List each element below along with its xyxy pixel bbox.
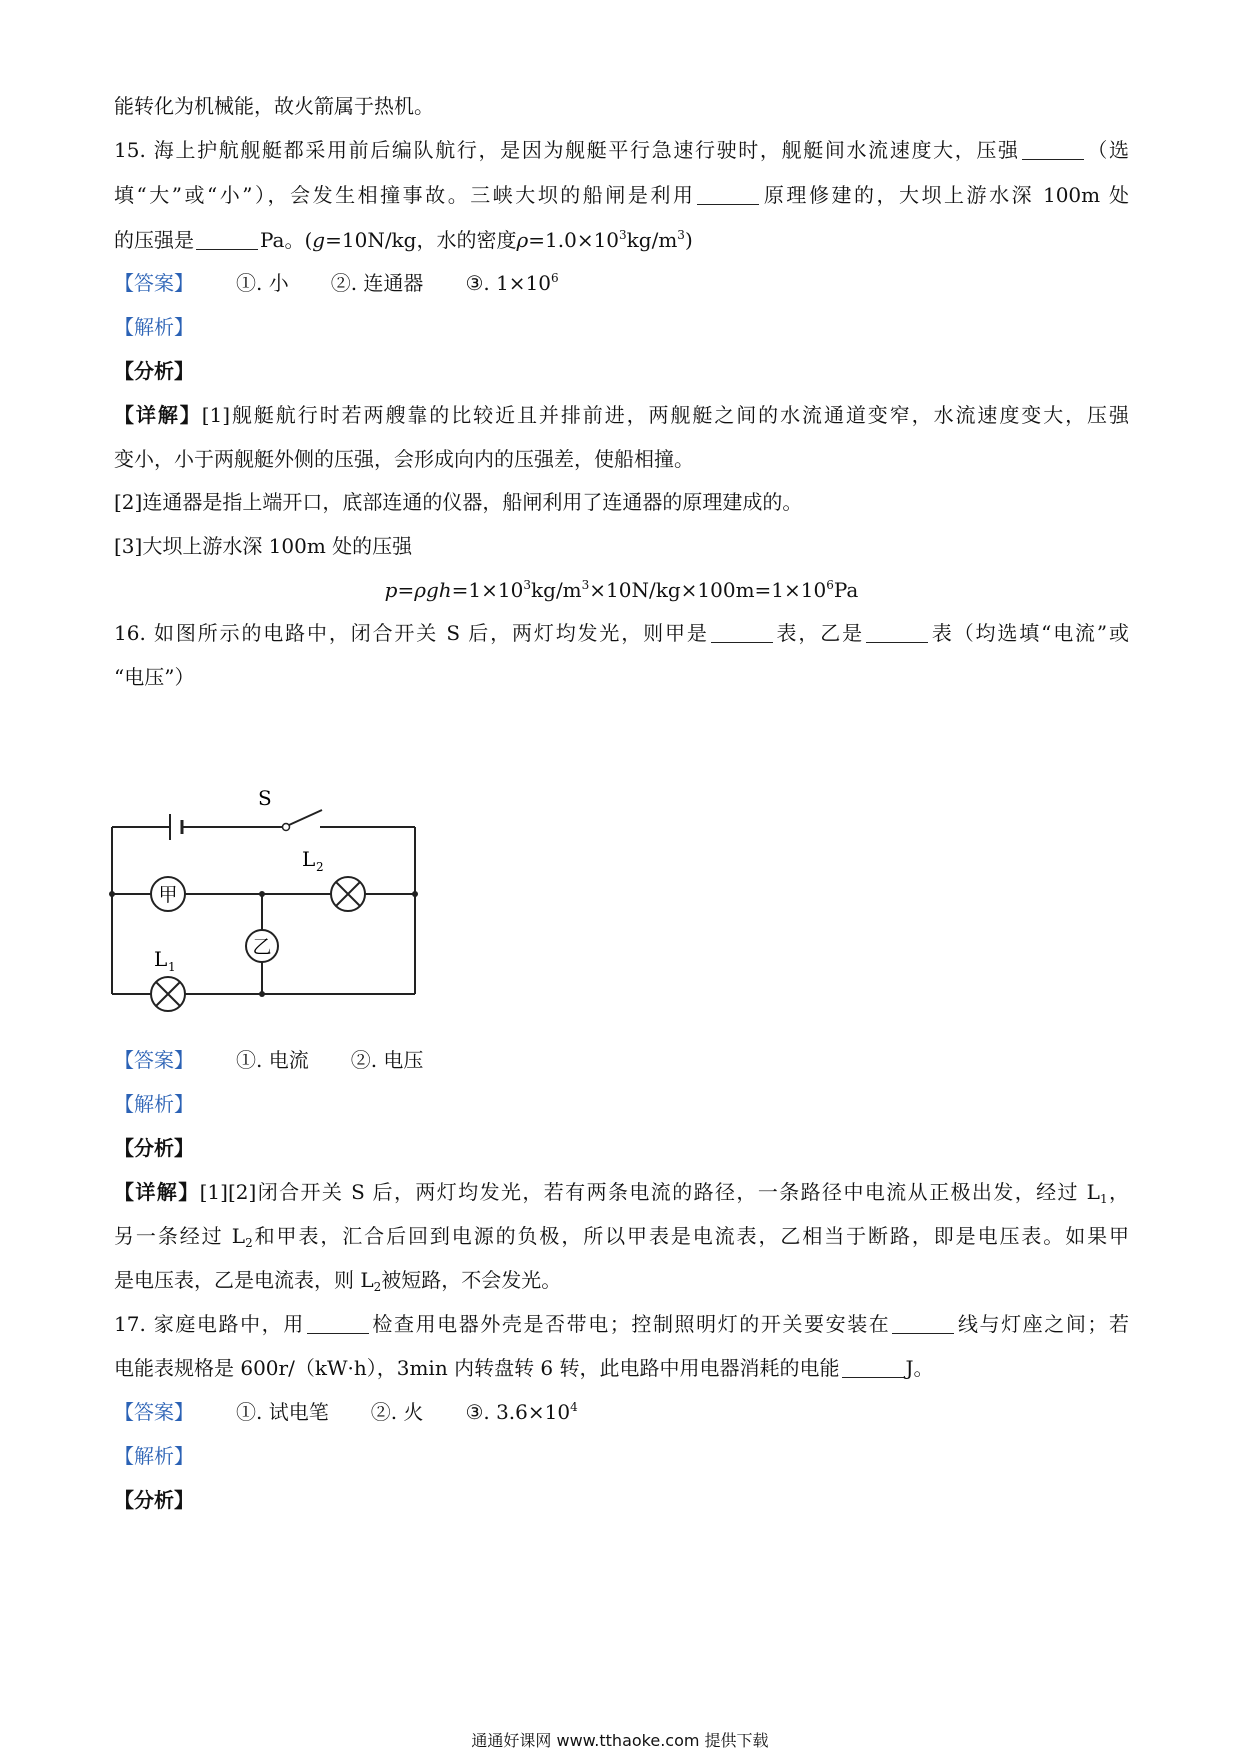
intro-line: 能转化为机械能，故火箭属于热机。 — [114, 94, 434, 118]
answer-blank — [307, 1315, 369, 1334]
meter-yi-label: 乙 — [252, 936, 272, 958]
answer-blank — [1022, 141, 1084, 160]
lamp-l2-subscript: 2 — [316, 860, 324, 874]
q16-stem-line-1: 16. 如图所示的电路中，闭合开关 S 后，两灯均发光，则甲是 表，乙是 表（均选填“电流”或 — [114, 621, 1129, 645]
answer-label: 【答案】 — [114, 1048, 194, 1072]
switch-contact-icon — [283, 824, 290, 831]
q17-stem-line-2: 电能表规格是 600r/（kW·h），3min 内转盘转 6 转，此电路中用电器消耗的电能 J。 — [114, 1356, 934, 1380]
q17-stem-line-1: 17. 家庭电路中，用 检查用电器外壳是否带电；控制照明灯的开关要安装在 线与灯座之间；若 — [114, 1312, 1130, 1336]
q16-detail-line-2: 另一条经过 $L_2$和甲表，汇合后回到电源的负极，所以甲表是电流表，乙相当于断路，即是电压表。如果甲 — [114, 1224, 1130, 1250]
q15-detail-line-4: [3]大坝上游水深 100m 处的压强 — [114, 534, 413, 558]
q15-detail-line-2: 变小，小于两舰艇外侧的压强，会形成向内的压强差，使船相撞。 — [114, 447, 694, 471]
answer-blank — [196, 231, 258, 250]
answer-blank — [842, 1359, 904, 1378]
lamp-l1-subscript: 1 — [168, 960, 176, 974]
q16-analysis-label: 【解析】 — [114, 1092, 194, 1116]
q17-fenxi-label: 【分析】 — [114, 1488, 194, 1512]
lamp-l2-label: L — [302, 847, 316, 871]
circuit-diagram — [100, 780, 430, 1025]
meter-jia-label: 甲 — [158, 884, 178, 906]
q15-stem-line-3: 的压强是 Pa。(g=10N/kg，水的密度$\rho=1.0\times 10^3kg/m^3$) — [114, 228, 693, 252]
q16-fenxi-label: 【分析】 — [114, 1136, 194, 1160]
lamp-l1-label: L — [154, 947, 168, 971]
q16-answer: 【答案】 ①. 电流 ②. 电压 — [114, 1048, 424, 1072]
switch-label: S — [258, 786, 272, 810]
answer-blank — [711, 624, 773, 643]
q15-detail-line-1: 【详解】[1]舰艇航行时若两艘靠的比较近且并排前进，两舰艇之间的水流通道变窄，水流速度变大，压强 — [114, 403, 1129, 427]
q17-answer: 【答案】 ①. 试电笔 ②. 火 ③. $3.6\times 10^4$ — [114, 1400, 578, 1424]
q16-detail-line-3: 是电压表，乙是电流表，则 $L_2$被短路，不会发光。 — [114, 1268, 562, 1294]
answer-blank — [892, 1315, 954, 1334]
q15-detail-line-3: [2]连通器是指上端开口，底部连通的仪器，船闸利用了连通器的原理建成的。 — [114, 490, 803, 514]
q15-analysis-label: 【解析】 — [114, 315, 194, 339]
lamp-l1-icon — [151, 977, 185, 1011]
q15-answer: 【答案】 ①. 小 ②. 连通器 ③. $1\times 10^6$ — [114, 271, 559, 295]
q15-stem-line-1: 15. 海上护航舰艇都采用前后编队航行，是因为舰艇平行急速行驶时，舰艇间水流速度大，压强 （选 — [114, 138, 1129, 162]
answer-label: 【答案】 — [114, 1400, 194, 1424]
page-footer: 通通好课网 www.tthaoke.com 提供下载 — [471, 1731, 769, 1750]
q15-formula: $p=\rho gh=1\times 10^3kg/m^3\times 10N/kg\times 100m=1\times 10^6Pa$ — [384, 578, 859, 602]
q16-detail-line-1: 【详解】[1][2]闭合开关 S 后，两灯均发光，若有两条电流的路径，一条路径中电流从正极出发，经过 $L_1$， — [114, 1180, 1130, 1206]
q15-stem-line-2: 填“大”或“小”），会发生相撞事故。三峡大坝的船闸是利用 原理修建的，大坝上游水深 100m 处 — [114, 183, 1130, 207]
q15-fenxi-label: 【分析】 — [114, 359, 194, 383]
answer-label: 【答案】 — [114, 271, 194, 295]
answer-blank — [866, 624, 928, 643]
q16-stem-line-2: “电压”） — [114, 665, 195, 689]
lamp-l2-icon — [331, 877, 365, 911]
answer-blank — [697, 186, 759, 205]
q17-analysis-label: 【解析】 — [114, 1444, 194, 1468]
